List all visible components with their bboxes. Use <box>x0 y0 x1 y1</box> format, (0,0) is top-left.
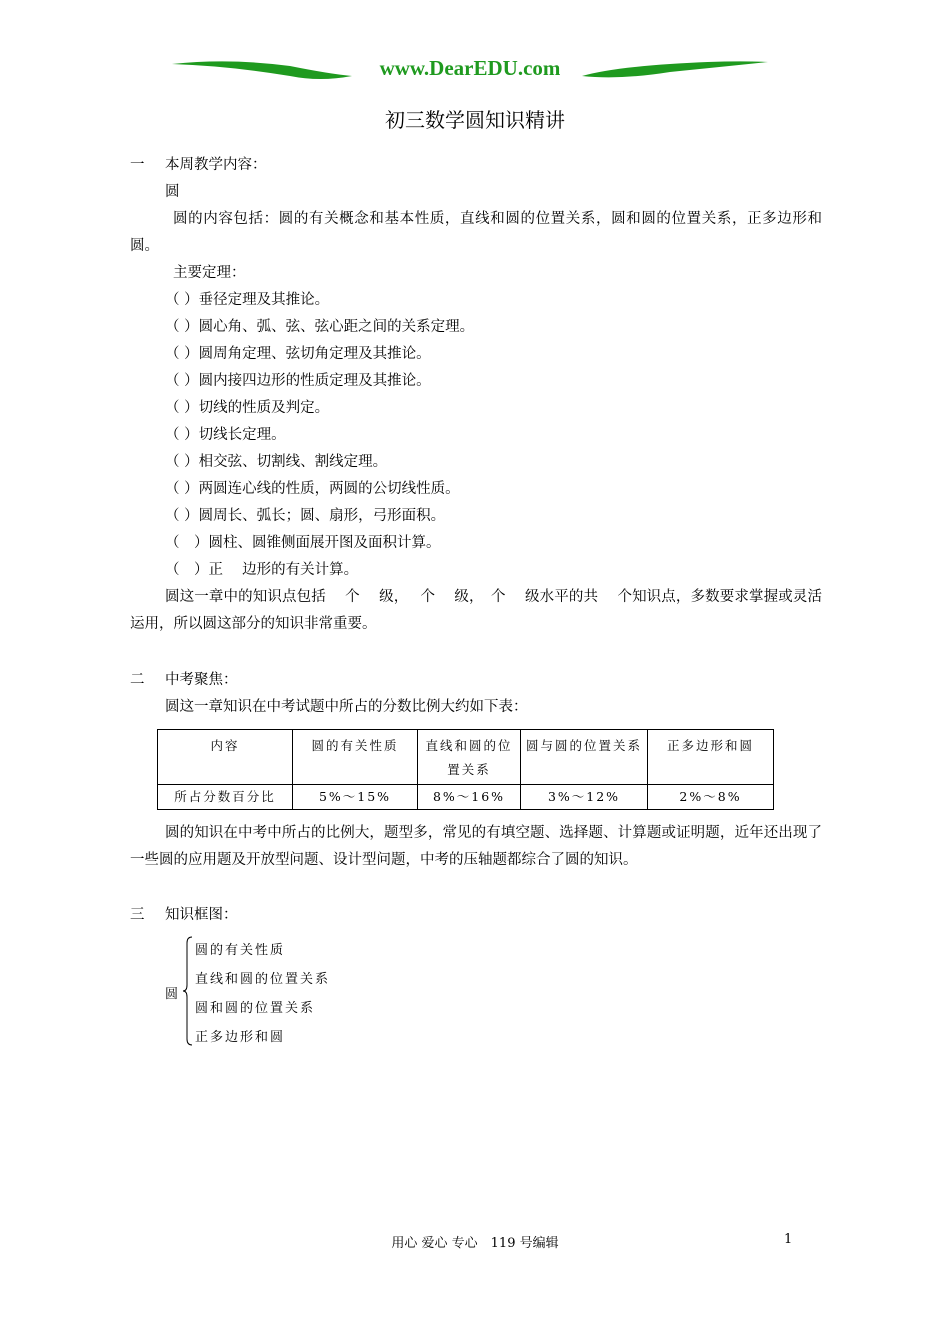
section-number: 三 <box>130 907 145 923</box>
table-header-cell: 圆的有关性质 <box>293 730 418 785</box>
framework-item: 正多边形和圆 <box>195 1030 286 1045</box>
table-cell: 2%～8% <box>648 785 774 810</box>
theorem-item: （ ）圆周角定理、弦切角定理及其推论。 <box>165 346 431 362</box>
site-logo-text: www.DearEDU.com <box>379 56 561 80</box>
table-row-label: 所占分数百分比 <box>158 785 293 810</box>
theorem-item: （ ）垂径定理及其推论。 <box>165 292 330 308</box>
theorem-item: （ ）圆内接四边形的性质定理及其推论。 <box>165 373 431 389</box>
framework-root: 圆 <box>165 987 181 1002</box>
section-heading-text: 中考聚焦： <box>165 672 238 688</box>
theorem-list <box>130 287 822 584</box>
theorem-item: （ ）切线的性质及判定。 <box>165 400 330 416</box>
table-row <box>158 785 774 810</box>
table-cell: 5%～15% <box>293 785 418 810</box>
theorem-item: （ ）圆柱、圆锥侧面展开图及面积计算。 <box>165 535 441 551</box>
theorem-item: （ ）圆心角、弧、弦、弦心距之间的关系定理。 <box>165 319 475 335</box>
table-header-cell: 圆与圆的位置关系 <box>521 730 648 785</box>
score-ratio-table <box>157 729 774 810</box>
section-number: 二 <box>130 672 145 688</box>
header-banner <box>170 52 770 92</box>
brace-icon <box>182 935 194 1047</box>
section-2 <box>130 667 822 721</box>
section-1-heading <box>130 152 822 179</box>
section-3 <box>130 902 822 929</box>
framework-item: 圆的有关性质 <box>195 943 286 958</box>
section-2-body <box>130 820 822 874</box>
section-3-heading <box>130 902 822 929</box>
table-header-cell: 直线和圆的位置关系 <box>418 730 521 785</box>
theorem-item: （ ）圆周长、弧长；圆、扇形，弓形面积。 <box>165 508 446 524</box>
framework-item: 直线和圆的位置关系 <box>195 972 331 987</box>
section-number: 一 <box>130 157 145 173</box>
theorem-item: （ ）切线长定理。 <box>165 427 286 443</box>
section-2-heading <box>130 667 822 694</box>
theorem-item: （ ）两圆连心线的性质，两圆的公切线性质。 <box>165 481 460 497</box>
table-header-row <box>158 730 774 785</box>
theorem-item: （ ）正 边形的有关计算。 <box>165 562 359 578</box>
page-title: 初三数学圆知识精讲 <box>385 108 565 132</box>
section-1-summary: 圆这一章中的知识点包括 个 级， 个 级， 个 级水平的共 个知识点，多数要求掌握或灵活运用，所以圆这部分的知识非常重要。 <box>130 589 822 632</box>
knowledge-framework <box>165 935 465 1050</box>
table-cell: 8%～16% <box>418 785 521 810</box>
table-cell: 3%～12% <box>521 785 648 810</box>
section-1-intro: 圆的内容包括：圆的有关概念和基本性质，直线和圆的位置关系，圆和圆的位置关系，正多边形和圆。 <box>130 211 822 254</box>
section-1 <box>130 152 822 638</box>
theorems-heading: 主要定理： <box>173 265 246 281</box>
table-header-cell: 正多边形和圆 <box>648 730 774 785</box>
table-header-cell: 内容 <box>158 730 293 785</box>
section-2-paragraph: 圆的知识在中考中所占的比例大，题型多，常见的有填空题、选择题、计算题或证明题，近年还出现了一些圆的应用题及开放型问题、设计型问题，中考的压轴题都综合了圆的知识。 <box>130 825 822 868</box>
page-number: 1 <box>784 1232 793 1247</box>
section-2-intro: 圆这一章知识在中考试题中所占的分数比例大约如下表： <box>165 699 528 715</box>
section-1-topic: 圆 <box>165 184 180 200</box>
section-heading-text: 知识框图： <box>165 907 238 923</box>
theorem-item: （ ）相交弦、切割线、割线定理。 <box>165 454 388 470</box>
page-footer: 用心 爱心 专心 119 号编辑 <box>391 1236 559 1251</box>
section-heading-text: 本周教学内容： <box>165 157 267 173</box>
framework-item: 圆和圆的位置关系 <box>195 1001 316 1016</box>
